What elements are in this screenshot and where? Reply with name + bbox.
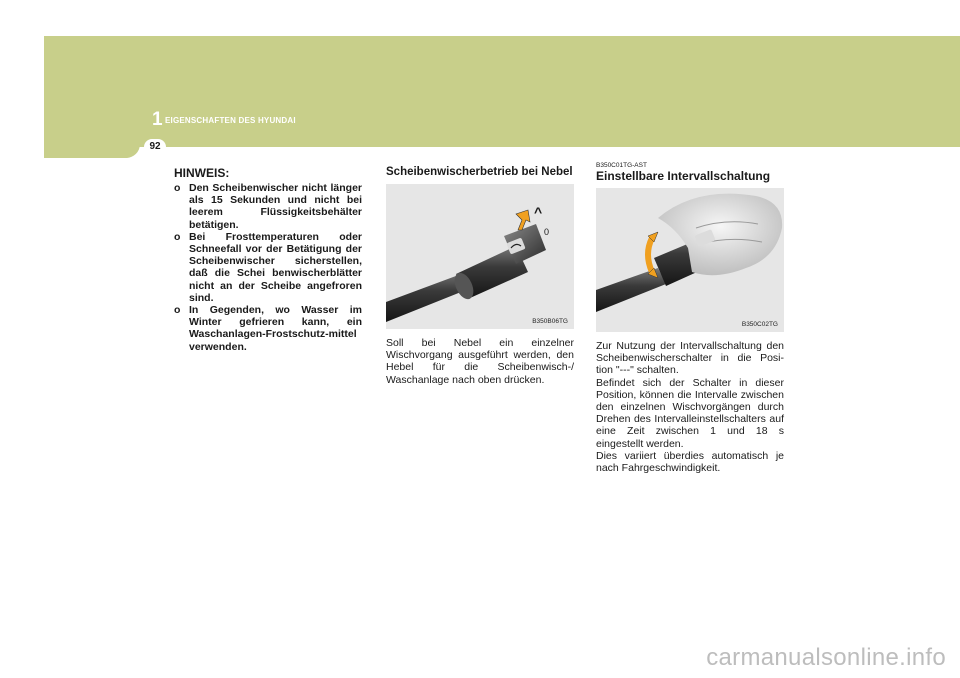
hand-on-stalk-illustration xyxy=(596,188,784,332)
watermark-text[interactable]: carmanualsonline.info xyxy=(706,644,946,671)
fog-text: Soll bei Nebel ein einzelner Wischvorgang ausgeführt werden, den Hebel für die Scheibenwisch-/ Waschanlage nach oben drücken. xyxy=(386,337,574,386)
note-column xyxy=(174,166,362,353)
interval-heading: Einstellbare Intervallschaltung xyxy=(596,169,771,183)
fog-heading: Scheibenwischerbetrieb bei Nebel xyxy=(386,166,573,178)
section-code: B350C01TG-AST xyxy=(596,162,647,169)
note-item-text: Den Scheibenwischer nicht länger als 15 Sekunden und nicht bei leerem Flüssigkeitsbehälter betätigen. xyxy=(189,182,362,231)
bullet: o xyxy=(174,230,181,243)
note-list xyxy=(174,182,362,353)
wiper-stalk-illustration xyxy=(386,184,574,329)
note-item xyxy=(174,231,362,304)
fog-section xyxy=(386,166,574,386)
figure-code: B350B06TG xyxy=(532,318,568,325)
page-number-tab xyxy=(44,136,140,158)
bullet: o xyxy=(174,304,181,317)
note-item-text: Bei Frosttemperaturen oder Schneefall vor der Betätigung der Scheibenwischer sicherstellen, daß die Schei benwischerblätter nicht an der Scheibe angefroren sind. xyxy=(189,230,362,304)
note-title: HINWEIS: xyxy=(174,166,230,180)
note-item-text: In Gegenden, wo Wasser im Winter gefrieren kann, ein Waschanlagen-Frostschutz-mittel verwenden. xyxy=(189,304,362,353)
note-item xyxy=(174,304,362,353)
interval-figure xyxy=(596,188,784,332)
figure-arrow-label: ^ xyxy=(534,204,543,220)
figure-code: B350C02TG xyxy=(741,321,778,328)
figure-position-label: 0 xyxy=(544,227,550,237)
page-number: 92 xyxy=(144,139,166,155)
interval-text-3: Dies variiert überdies automatisch je nach Fahrgeschwindigkeit. xyxy=(596,449,784,475)
interval-section xyxy=(596,162,784,474)
chapter-number: 1 xyxy=(152,109,163,130)
interval-text-2: Befindet sich der Schalter in dieser Position, können die Intervalle zwischen den einzelnen Wischvorgängen durch Drehen des Intervalleinstellschalters auf eine Zeit zwischen 1 und 18 s eingestellt werden. xyxy=(596,376,784,450)
bullet: o xyxy=(174,182,181,194)
note-item xyxy=(174,182,362,231)
fog-figure xyxy=(386,184,574,329)
interval-text-1: Zur Nutzung der Intervallschaltung den Scheibenwischerschalter in die Posi- tion "---" schalten. xyxy=(596,340,784,377)
header-band xyxy=(44,36,960,147)
chapter-title: EIGENSCHAFTEN DES HYUNDAI xyxy=(165,116,296,125)
